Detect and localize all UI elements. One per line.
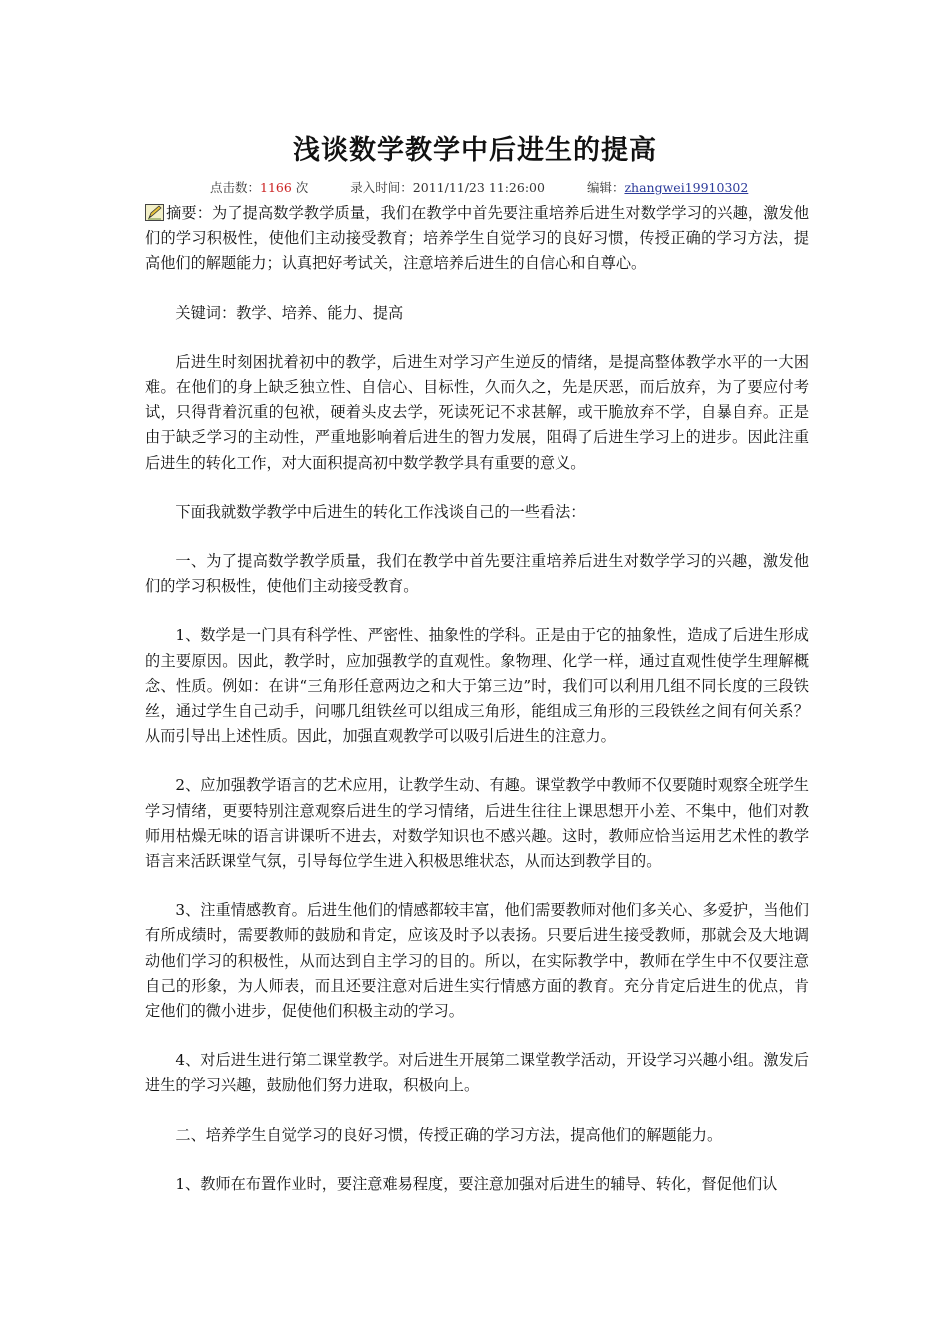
article-meta: [210, 178, 748, 196]
article-title: 浅谈数学教学中后进生的提高: [293, 135, 657, 166]
keywords-paragraph: 关键词：教学、培养、能力、提高: [175, 303, 404, 322]
body-paragraph: 一、为了提高数学教学质量，我们在教学中首先要注重培养后进生对数学学习的兴趣，激发他们的学习积极性，使他们主动接受教育。: [145, 552, 809, 596]
body-paragraph: 1、数学是一门具有科学性、严密性、抽象性的学科。正是由于它的抽象性，造成了后进生形成的主要原因。因此，教学时，应加强教学的直观性。象物理、化学一样，通过直观性使学生理解概念、性质。例如：在讲“三角形任意两边之和大于第三边”时，我们可以利用几组不同长度的三段铁丝，通过学生自己动手，问哪几组铁丝可以组成三角形，能组成三角形的三段铁丝之间有何关系？从而引导出上述性质。因此，加强直观教学可以吸引后进生的注意力。: [145, 626, 809, 746]
hits-label: 点击数：: [210, 180, 261, 195]
editor-label: 编辑：: [586, 180, 625, 195]
body-paragraph: 1、教师在布置作业时，要注意难易程度，要注意加强对后进生的辅导、转化，督促他们认: [175, 1174, 778, 1193]
article-body: [145, 201, 809, 1221]
pencil-note-icon: [145, 204, 164, 221]
hits-value: 1166: [260, 180, 292, 195]
body-paragraph: 后进生时刻困扰着初中的教学，后进生对学习产生逆反的情绪，是提高整体教学水平的一大困难。在他们的身上缺乏独立性、自信心、目标性，久而久之，先是厌恶，而后放弃，为了要应付考试，只得背着沉重的包袱，硬着头皮去学，死读死记不求甚解，或干脆放弃不学，自暴自弃。正是由于缺乏学习的主动性，严重地影响着后进生的智力发展，阻碍了后进生学习上的进步。因此注重后进生的转化工作，对大面积提高初中数学教学具有重要的意义。: [145, 352, 809, 472]
body-paragraph: 下面我就数学教学中后进生的转化工作浅谈自己的一些看法：: [175, 502, 586, 521]
body-paragraph: 4、对后进生进行第二课堂教学。对后进生开展第二课堂教学活动，开设学习兴趣小组。激发后进生的学习兴趣，鼓励他们努力进取，积极向上。: [145, 1051, 809, 1095]
abstract-text: 摘要：为了提高数学教学质量，我们在教学中首先要注重培养后进生对数学学习的兴趣，激发他们的学习积极性，使他们主动接受教育；培养学生自觉学习的良好习惯，传授正确的学习方法，提高他们的解题能力；认真把好考试关，注意培养后进生的自信心和自尊心。: [145, 204, 809, 273]
body-paragraph: 2、应加强教学语言的艺术应用，让教学生动、有趣。课堂教学中教师不仅要随时观察全班学生学习情绪，更要特别注意观察后进生的学习情绪，后进生往往上课思想开小差、不集中，他们对教师用枯燥无味的语言讲课听不进去，对数学知识也不感兴趣。这时，教师应恰当运用艺术性的教学语言来活跃课堂气氛，引导每位学生进入积极思维状态，从而达到教学目的。: [145, 776, 809, 871]
body-paragraph: 二、培养学生自觉学习的良好习惯，传授正确的学习方法，提高他们的解题能力。: [175, 1125, 723, 1144]
hits-unit: 次: [291, 180, 309, 195]
body-paragraph: 3、注重情感教育。后进生他们的情感都较丰富，他们需要教师对他们多关心、多爱护，当他们有所成绩时，需要教师的鼓励和肯定，应该及时予以表扬。只要后进生接受教师，那就会及大地调动他们学习的积极性，从而达到自主学习的目的。所以，在实际教学中，教师在学生中不仅要注意自己的形象，为人师表，而且还要注意对后进生实行情感方面的教育。充分肯定后进生的优点，肯定他们的微小进步，促使他们积极主动的学习。: [145, 901, 809, 1021]
date-value: 2011/11/23 11:26:00: [412, 180, 545, 195]
abstract-paragraph: [145, 201, 809, 277]
date-label: 录入时间：: [350, 180, 413, 195]
editor-link[interactable]: zhangwei19910302: [624, 180, 749, 195]
